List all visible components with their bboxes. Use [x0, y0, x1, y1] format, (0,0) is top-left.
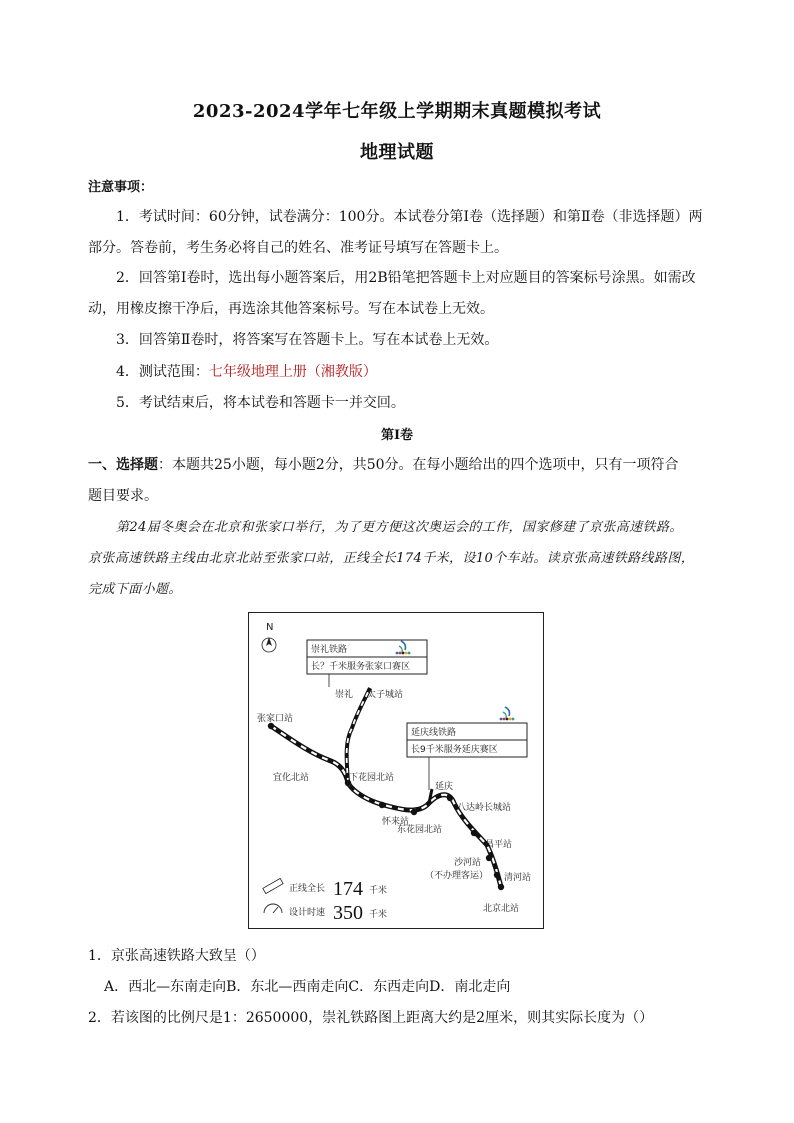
ruler-icon [263, 878, 283, 893]
label-chongli: 崇礼 [335, 690, 354, 700]
svg-text:350: 350 [333, 902, 363, 924]
svg-text:长？千米服务张家口赛区: 长？千米服务张家口赛区 [311, 662, 411, 672]
question-1-options: A．西北—东南走向B．东北—西南走向C．东西走向D．南北走向 [104, 979, 511, 995]
station-dot-huailai [379, 802, 385, 808]
svg-text:崇礼铁路: 崇礼铁路 [311, 645, 348, 655]
label-beijingbei: 北京北站 [483, 904, 520, 914]
olympic-logo-icon [500, 707, 515, 720]
note-4-prefix: 4．测试范围： [116, 364, 209, 380]
label-yanqing: 延庆 [435, 782, 454, 792]
part-intro-line-2: 题目要求。 [88, 488, 158, 504]
part-label: 一、选择题 [88, 457, 158, 473]
railway-map-svg [249, 613, 545, 930]
label-xuanhuabei: 宜化北站 [273, 773, 310, 783]
station-dot-beijingbei [498, 884, 504, 890]
notes-heading: 注意事项： [88, 180, 154, 195]
label-zhangjiakou: 张家口站 [257, 714, 294, 724]
svg-text:正线全长: 正线全长 [289, 884, 326, 894]
label-qinghe: 清河站 [504, 873, 532, 883]
label-huailai: 怀来站 [382, 817, 410, 827]
question-2: 2．若该图的比例尺是1：2650000，崇礼铁路图上距离大约是2厘米，则其实际长度为（） [88, 1010, 654, 1026]
speedometer-icon [264, 904, 282, 913]
svg-text:174: 174 [333, 878, 363, 900]
note-2-line-2: 动，用橡皮擦干净后，再选涂其他答案标号。写在本试卷上无效。 [88, 301, 494, 317]
station-dot-badaling [447, 795, 453, 801]
label-badaling: 八达岭长城站 [457, 803, 512, 813]
label-shahe: 沙河站 [454, 858, 482, 868]
svg-text:长9千米服务延庆赛区: 长9千米服务延庆赛区 [411, 745, 498, 755]
exam-title: 2023-2024学年七年级上学期期末真题模拟考试 [192, 101, 602, 122]
label-taizicheng: 太子城站 [367, 690, 404, 700]
callout-chongli-railway [307, 640, 427, 674]
passage-line-2: 京张高速铁路主线由北京北站至张家口站，正线全长174千米，设10个车站。读京张高速铁路线路图， [88, 551, 695, 566]
note-1-line-1: 1．考试时间：60分钟，试卷满分：100分。本试卷分第Ⅰ卷（选择题）和第Ⅱ卷（非选择题）两 [116, 209, 703, 225]
note-4-scope: 七年级地理上册（湘教版） [208, 364, 377, 380]
callout-yanqing-railway [407, 707, 527, 757]
svg-text:设计时速: 设计时速 [289, 908, 326, 918]
passage-line-1: 第24届冬奥会在北京和张家口举行，为了更方便这次奥运会的工作，国家修建了京张高速铁路。 [116, 520, 683, 535]
part-desc: ：本题共25小题，每小题2分，共50分。在每小题给出的四个选项中，只有一项符合 [158, 457, 679, 473]
station-dot-donghuayuanbei [411, 809, 417, 815]
station-dot-changping [471, 830, 477, 836]
label-shahe-note: （不办理客运） [425, 871, 489, 881]
svg-text:N: N [266, 622, 274, 633]
exam-subtitle: 地理试题 [360, 142, 434, 163]
label-changping: 昌平站 [485, 840, 513, 850]
north-arrow-icon [262, 622, 276, 652]
note-3: 3．回答第Ⅱ卷时，将答案写在答题卡上。写在本试卷上无效。 [116, 332, 499, 348]
note-2-line-1: 2．回答第Ⅰ卷时，选出每小题答案后，用2B铅笔把答题卡上对应题目的答案标号涂黑。如需改 [116, 270, 696, 286]
section-label: 第Ⅰ卷 [380, 428, 414, 443]
railway-map [248, 612, 544, 929]
label-donghuayuanbei: 东花园北站 [397, 825, 443, 835]
note-1-line-2: 部分。答卷前，考生务必将自己的姓名、准考证号填写在答题卡上。 [88, 240, 508, 256]
station-dot-shahe [486, 855, 492, 861]
label-xiahuayuanbei: 下花园北站 [349, 773, 395, 783]
station-dot-qinghe [494, 872, 500, 878]
svg-text:千米: 千米 [369, 910, 388, 920]
part-intro-line-1 [88, 455, 679, 475]
svg-text:延庆线铁路: 延庆线铁路 [411, 728, 457, 738]
svg-text:千米: 千米 [369, 886, 388, 896]
question-1: 1．京张高速铁路大致呈（） [88, 948, 265, 964]
length-info [263, 878, 387, 900]
note-5: 5．考试结束后，将本试卷和答题卡一并交回。 [116, 395, 405, 411]
passage-line-3: 完成下面小题。 [88, 582, 182, 597]
speed-info [264, 902, 387, 924]
note-4 [116, 362, 377, 382]
